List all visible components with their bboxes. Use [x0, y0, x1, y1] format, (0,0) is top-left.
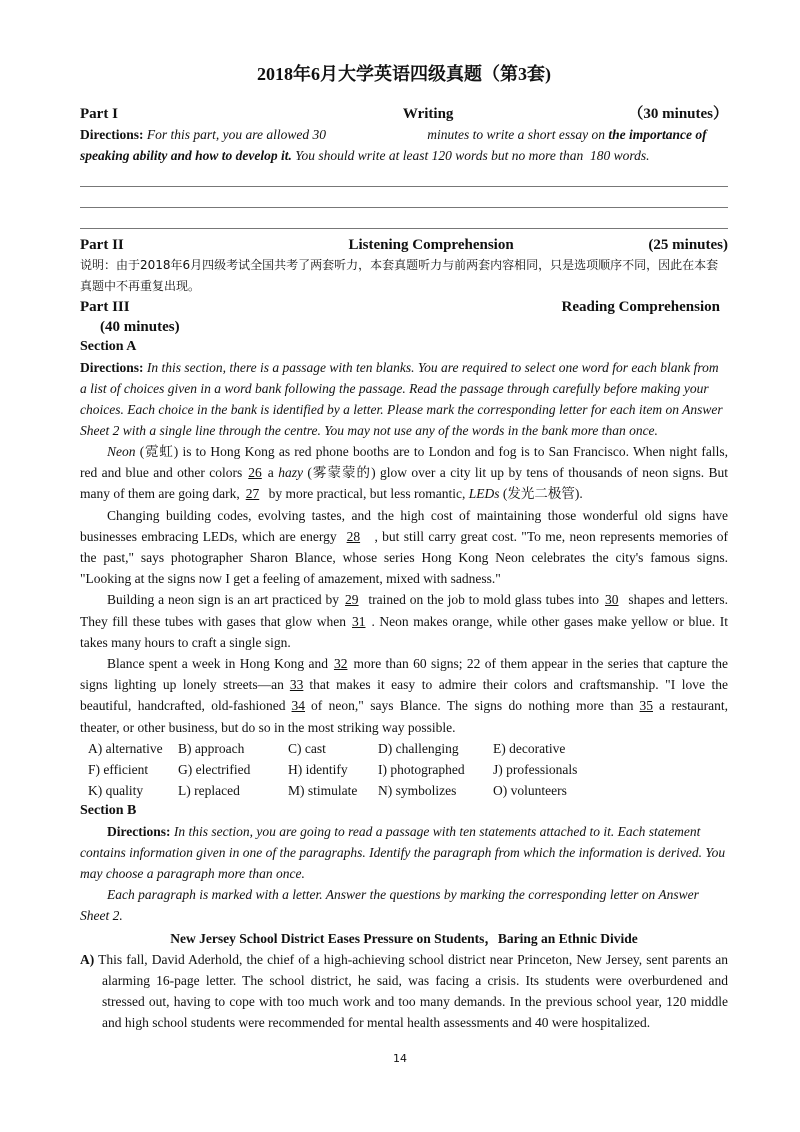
document-page [80, 60, 728, 1034]
paragraph-text: This fall, David Aderhold, the chief of a high-achieving school district near Princeton, New Jersey, sent parents an alarming 16-page letter. The school district, he said, was facing a crisis. Its students were overburdened and stressed out, having to cope with too much work and too many demands. In the previous school year, 120 middle and high school students were recommended for mental health assessments and 40 were hospitalized. [94, 951, 728, 1031]
section-b-label: Section B [80, 802, 137, 818]
directions-text-end: You should write at least 120 words but no more than 180 words. [291, 148, 650, 163]
term-leds: LEDs [468, 486, 500, 502]
paragraph-text: that makes it easy to admire their colors and craftsmanship. "I love the beautiful, handcrafted, old-fashioned [80, 677, 728, 714]
blank-29: 29 [345, 592, 359, 608]
part1-directions [80, 124, 728, 166]
paragraph-text: (霓虹) is to Hong Kong as red phone booths are to London and fog is to San Francisco. When night falls, red and blue and other colors [80, 444, 728, 481]
blank-27: 27 [245, 486, 260, 502]
paragraph-text: (雾蒙蒙的) glow over a city lit up by tens of thousands of neon signs. But many of them are going dark, [80, 465, 728, 502]
paragraph-text: Changing building codes, evolving tastes, and the high cost of maintaining those wonderful old signs have businesses embracing LEDs, which are energy [80, 507, 728, 544]
paragraph-text: . Neon makes orange, while other gases make yellow or blue. It takes many hours to craft a single sign. [80, 613, 728, 650]
choice-item: D) challenging [378, 740, 459, 756]
writing-line [80, 166, 728, 187]
part2-time: (25 minutes) [648, 237, 728, 253]
choice-item: B) approach [178, 740, 245, 756]
choice-item: N) symbolizes [378, 782, 457, 798]
part1-name: Writing [402, 106, 454, 122]
essay-topic: the importance of speaking ability and how to develop it. [80, 127, 710, 163]
choice-item: G) electrified [178, 761, 251, 777]
blank-34: 34 [291, 698, 306, 714]
passage-paragraph-2 [80, 505, 728, 590]
part1-time: （30 minutes） [628, 106, 728, 122]
blank-28: 28 [346, 528, 361, 544]
blank-32: 32 [333, 656, 348, 672]
term-hazy: hazy [278, 465, 303, 481]
choice-item: A) alternative [88, 740, 163, 756]
writing-line [80, 187, 728, 208]
choice-item: E) decorative [493, 740, 566, 756]
page-number: 14 [393, 1052, 407, 1065]
blank-26: 26 [248, 465, 262, 481]
paragraph-text: (发光二极管). [499, 486, 583, 502]
article-paragraph-a [80, 949, 728, 1034]
paragraph-text: Blance spent a week in Hong Kong and [107, 656, 328, 672]
part2-label: Part II [80, 237, 124, 253]
paragraph-text: , but still carry great cost. "To me, neon represents memories of the past," says photographer Sharon Blance, whose series Hong Kong Neon celebrates the city's famous signs. "Looking at the signs now I get a feeling of amazement, mixed with sadness." [80, 528, 728, 587]
choice-item: I) photographed [378, 761, 465, 777]
paragraph-text: more than 60 signs; 22 of them appear in the series that capture the signs lighting up lonely streets—an [80, 656, 728, 693]
choice-item: C) cast [288, 740, 326, 756]
section-a-label: Section A [80, 339, 137, 354]
blank-35: 35 [639, 698, 653, 714]
section-a-directions [80, 357, 728, 441]
blank-33: 33 [289, 677, 304, 693]
part3-name: Reading Comprehension [561, 299, 720, 315]
article-title: New Jersey School District Eases Pressure on Students，Baring an Ethnic Divide [170, 930, 638, 946]
part1-label: Part I [80, 106, 118, 122]
choice-item: K) quality [88, 782, 144, 798]
part3-label: Part III [80, 299, 130, 315]
part1-header [80, 104, 728, 124]
part2-header [80, 235, 728, 255]
word-bank [88, 738, 728, 801]
part3-time: (40 minutes) [100, 319, 180, 335]
choice-item: J) professionals [493, 761, 578, 777]
blank-30: 30 [605, 592, 619, 608]
directions-text: In this section, you are going to read a passage with ten statements attached to it. Each statement contains information given in one of the paragraphs. Identify the paragraph from which the information is derived. You may choose a paragraph more than once. [80, 823, 726, 881]
paragraph-letter: A) [80, 951, 95, 967]
paragraph-text: a [267, 465, 279, 481]
directions-label: Directions: [107, 823, 171, 839]
directions-label: Directions: [80, 127, 144, 142]
section-b-directions-2: Each paragraph is marked with a letter. Answer the questions by marking the corresponding letter on Answer Sheet 2. [80, 886, 699, 923]
paragraph-text: of neon," says Blance. The signs do nothing more than [311, 698, 634, 714]
choice-item: H) identify [288, 761, 348, 777]
choice-item: M) stimulate [288, 782, 358, 798]
listening-note: 说明：由于2018年6月四级考试全国共考了两套听力，本套真题听力与前两套内容相同，只是选项顺序不同，因此在本套真题中不再重复出现。 [80, 258, 719, 293]
paragraph-text: trained on the job to mold glass tubes into [364, 592, 599, 608]
directions-text: For this part, you are allowed 30 minutes to write a short essay on [143, 127, 609, 142]
term-neon: Neon [107, 444, 136, 459]
passage-paragraph-3 [80, 589, 728, 653]
writing-line [80, 208, 728, 229]
blank-31: 31 [351, 613, 366, 629]
choice-item: O) volunteers [493, 782, 567, 798]
paragraph-text: shapes and letters. They fill these tubes with gases that glow when [80, 592, 729, 629]
passage-paragraph-1 [80, 441, 728, 505]
choice-item: L) replaced [178, 782, 240, 798]
part2-name: Listening Comprehension [348, 237, 514, 253]
paragraph-text: Building a neon sign is an art practiced by [107, 592, 340, 608]
part3-header [80, 297, 728, 317]
paragraph-text: by more practical, but less romantic, [265, 486, 469, 502]
passage-paragraph-4 [80, 653, 728, 738]
paragraph-text: a restaurant, theater, or other business, but do so in the most striking way possible. [80, 698, 729, 735]
section-b-directions [80, 821, 728, 884]
directions-text: In this section, there is a passage with ten blanks. You are required to select one word for each blank from a list of choices given in a word bank following the passage. Read the passage through carefully before making your choices. Each choice in the bank is identified by a letter. Please mark the corresponding letter for each item on Answer Sheet 2 with a single line through the centre. You may not use any of the words in the bank more than once. [80, 360, 723, 438]
directions-label: Directions: [80, 360, 144, 375]
page-title: 2018年6月大学英语四级真题（第3套) [257, 64, 551, 84]
choice-item: F) efficient [88, 761, 149, 777]
